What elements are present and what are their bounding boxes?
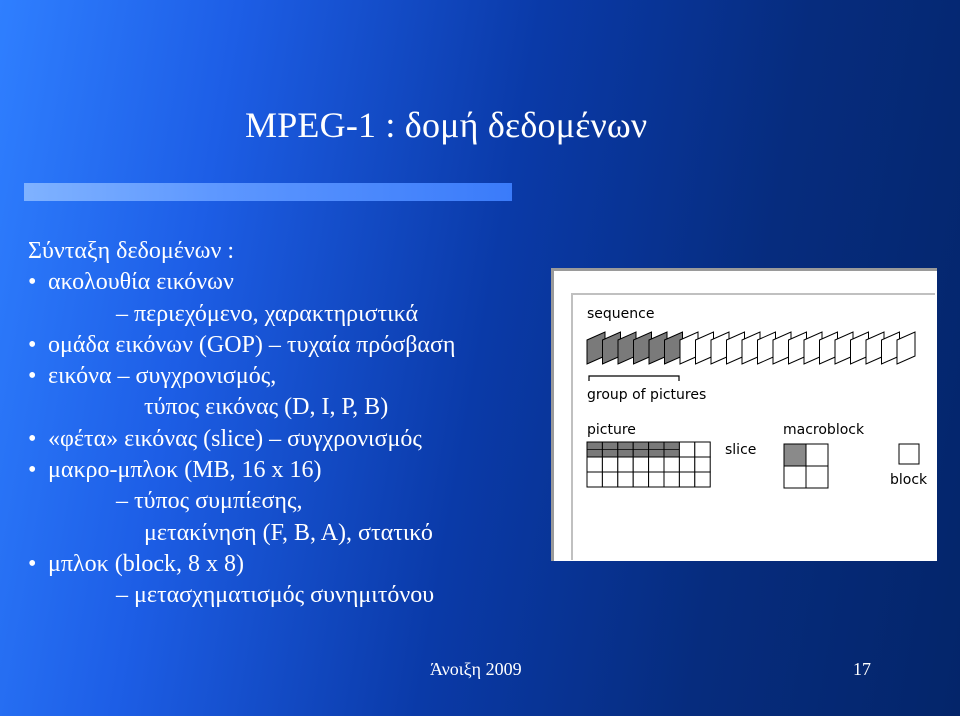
picture-cell — [649, 457, 664, 472]
body-line — [28, 392, 455, 423]
slide-title: MPEG-1 : δομή δεδομένων — [245, 105, 648, 145]
body-line-text: «φέτα» εικόνας (slice) – συγχρονισμός — [48, 425, 422, 452]
bullet-icon: • — [28, 269, 37, 296]
body-line-text: – περιεχόμενο, χαρακτηριστικά — [116, 300, 419, 327]
body-line-text: μπλοκ (block, 8 x 8) — [48, 550, 245, 577]
picture-cell — [602, 457, 617, 472]
picture-cell — [664, 457, 679, 472]
macroblock-cell — [806, 466, 828, 488]
footer-page-number: 17 — [853, 659, 871, 679]
picture-cell — [633, 457, 648, 472]
bullet-icon: • — [28, 457, 37, 484]
macroblock-label: macroblock — [783, 422, 865, 438]
picture-cell — [587, 457, 602, 472]
body-line — [28, 549, 455, 580]
body-line-text: τύπος εικόνας (D, I, P, B) — [144, 394, 389, 421]
picture-label: picture — [587, 422, 636, 438]
mpeg-structure-diagram — [551, 268, 934, 558]
body-line-text: ακολουθία εικόνων — [48, 269, 234, 296]
body-line — [28, 330, 455, 361]
macroblock-grid — [784, 444, 828, 488]
title-underline-bar — [24, 183, 512, 201]
body-line — [28, 486, 455, 517]
bullet-icon: • — [28, 331, 37, 358]
picture-cell — [618, 472, 633, 487]
picture-cell — [633, 472, 648, 487]
picture-cell — [618, 457, 633, 472]
picture-cell — [679, 457, 694, 472]
picture-cell — [679, 472, 694, 487]
body-line — [28, 518, 455, 549]
body-line — [28, 361, 455, 392]
body-line — [28, 580, 455, 611]
sequence-label: sequence — [587, 306, 655, 322]
body-line-text: εικόνα – συγχρονισμός, — [48, 363, 277, 390]
picture-cell — [695, 472, 710, 487]
picture-cell — [649, 472, 664, 487]
picture-cell — [695, 442, 710, 457]
macroblock-cell — [806, 444, 828, 466]
block-square — [899, 444, 919, 464]
bullet-icon: • — [28, 550, 37, 577]
body-line-text: ομάδα εικόνων (GOP) – τυχαία πρόσβαση — [48, 331, 456, 358]
body-line-text: – τύπος συμπίεσης, — [116, 488, 303, 515]
picture-cell — [587, 472, 602, 487]
body-line-heading — [28, 236, 455, 267]
picture-cell — [695, 457, 710, 472]
bullet-icon: • — [28, 425, 37, 452]
picture-cell — [679, 442, 694, 457]
sequence-frames — [587, 332, 915, 364]
gop-bracket — [589, 376, 679, 381]
block-label: block — [890, 472, 928, 488]
gop-label: group of pictures — [587, 387, 707, 403]
picture-cell — [664, 472, 679, 487]
body-line — [28, 267, 455, 298]
macroblock-cell-highlight — [784, 444, 806, 466]
body-line-text: μετακίνηση (F, B, A), στατικό — [144, 519, 433, 546]
body-line — [28, 455, 455, 486]
body-line — [28, 299, 455, 330]
body-line-text: μακρο-μπλοκ (MB, 16 x 16) — [48, 457, 322, 484]
bullet-icon: • — [28, 363, 37, 390]
picture-cell — [602, 472, 617, 487]
macroblock-cell — [784, 466, 806, 488]
body-line-text: Σύνταξη δεδομένων : — [28, 238, 234, 264]
footer-date: Άνοιξη 2009 — [430, 659, 522, 679]
slice-label: slice — [725, 442, 757, 458]
slide-body — [28, 236, 455, 612]
body-line-text: – μετασχηματισμός συνημιτόνου — [116, 582, 435, 609]
picture-grid — [587, 442, 710, 487]
body-line — [28, 424, 455, 455]
